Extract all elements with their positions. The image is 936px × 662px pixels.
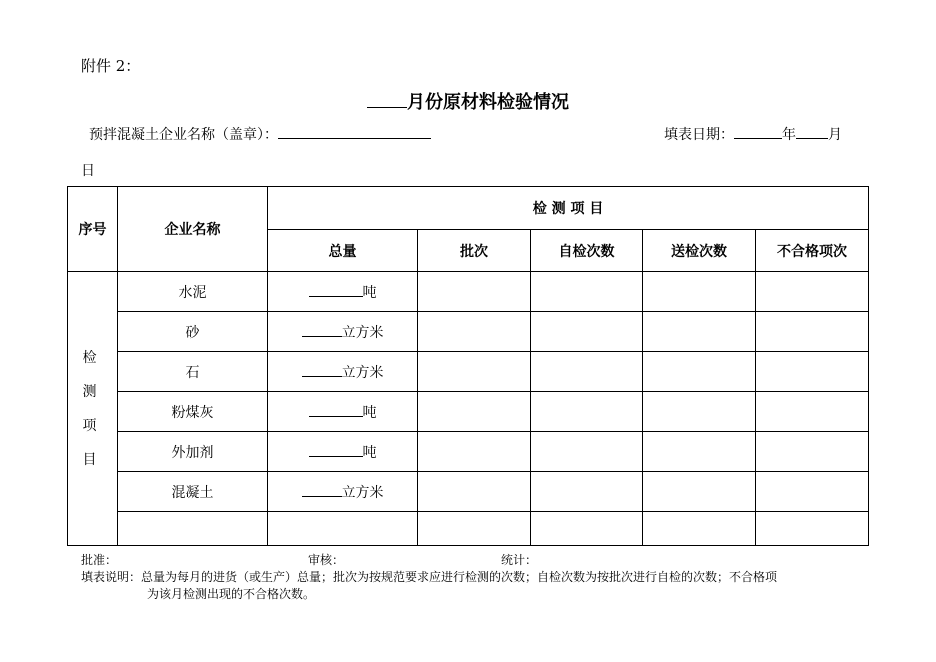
total-cell[interactable] [268,392,418,432]
year-blank[interactable] [734,125,782,139]
self-check-cell[interactable] [531,272,643,312]
self-check-cell[interactable] [531,472,643,512]
note-line-2: 为该月检测出现的不合格次数。 [147,587,316,601]
unqualified-cell[interactable] [756,312,869,352]
unqualified-cell[interactable] [756,392,869,432]
sent-check-cell[interactable] [643,272,756,312]
total-cell[interactable] [268,312,418,352]
batch-cell[interactable] [418,512,531,546]
table-row [68,272,869,312]
year-label: 年 [782,127,796,143]
review-label: 审核： [308,553,345,567]
self-check-cell[interactable] [531,432,643,472]
row-group-label-line1: 检 测 [82,349,103,400]
material-name: 砂 [118,312,268,352]
table-row [68,392,869,432]
total-cell[interactable] [268,512,418,546]
unqualified-cell[interactable] [756,432,869,472]
header-seq: 序号 [68,187,118,272]
self-check-cell[interactable] [531,512,643,546]
header-total: 总量 [268,230,418,272]
material-name: 水泥 [118,272,268,312]
header-unqualified: 不合格项次 [756,230,869,272]
header-self-check: 自检次数 [531,230,643,272]
table-row [68,432,869,472]
company-label: 预拌混凝土企业名称（盖章）： [89,127,278,143]
unit-label: 立方米 [341,364,384,381]
sent-check-cell[interactable] [643,352,756,392]
batch-cell[interactable] [418,312,531,352]
table-row [68,472,869,512]
table-row [68,352,869,392]
unit-label: 吨 [362,284,377,301]
header-inspection-items: 检 测 项 目 [268,187,869,230]
header-sent-check: 送检次数 [643,230,756,272]
company-line [89,124,431,144]
unit-label: 吨 [362,404,377,421]
title-text: 月份原材料检验情况 [407,92,569,113]
total-cell[interactable] [268,352,418,392]
total-cell[interactable] [268,472,418,512]
unqualified-cell[interactable] [756,272,869,312]
material-name-empty[interactable] [118,512,268,546]
header-batch: 批次 [418,230,531,272]
total-blank[interactable] [302,482,342,496]
inspection-table [67,186,869,546]
batch-cell[interactable] [418,272,531,312]
material-name: 外加剂 [118,432,268,472]
total-cell[interactable] [268,432,418,472]
month-label: 月 [828,127,842,143]
sent-check-cell[interactable] [643,312,756,352]
batch-cell[interactable] [418,432,531,472]
material-name: 混凝土 [118,472,268,512]
total-cell[interactable] [268,272,418,312]
table-row-empty [68,512,869,546]
date-label: 填表日期： [664,127,734,143]
company-name-blank[interactable] [278,125,431,139]
total-blank[interactable] [302,362,342,376]
sent-check-cell[interactable] [643,472,756,512]
note-line-1: 填表说明：总量为每月的进货（或生产）总量；批次为按规范要求应进行检测的次数；自检次数为按批次进行自检的次数；不合格项 [81,570,778,584]
unit-label: 立方米 [341,324,384,341]
unqualified-cell[interactable] [756,472,869,512]
total-blank[interactable] [302,322,342,336]
attachment-label: 附件 2： [81,57,141,75]
table-row [68,312,869,352]
unit-label: 吨 [362,444,377,461]
total-blank[interactable] [309,282,363,296]
total-blank[interactable] [309,442,363,456]
sent-check-cell[interactable] [643,432,756,472]
unit-label: 立方米 [341,484,384,501]
fill-date-line [664,124,842,144]
unqualified-cell[interactable] [756,352,869,392]
page-title [0,88,936,114]
row-group-label-line2: 项 目 [82,417,103,468]
sent-check-cell[interactable] [643,512,756,546]
self-check-cell[interactable] [531,352,643,392]
month-blank-date[interactable] [796,125,828,139]
material-name: 粉煤灰 [118,392,268,432]
stat-label: 统计： [501,553,538,567]
sent-check-cell[interactable] [643,392,756,432]
approve-label: 批准： [81,553,118,567]
batch-cell[interactable] [418,392,531,432]
month-blank[interactable] [367,90,407,108]
batch-cell[interactable] [418,472,531,512]
self-check-cell[interactable] [531,392,643,432]
row-group-label [68,272,118,546]
self-check-cell[interactable] [531,312,643,352]
unqualified-cell[interactable] [756,512,869,546]
batch-cell[interactable] [418,352,531,392]
total-blank[interactable] [309,402,363,416]
day-label: 日 [81,163,95,179]
material-name: 石 [118,352,268,392]
header-company: 企业名称 [118,187,268,272]
